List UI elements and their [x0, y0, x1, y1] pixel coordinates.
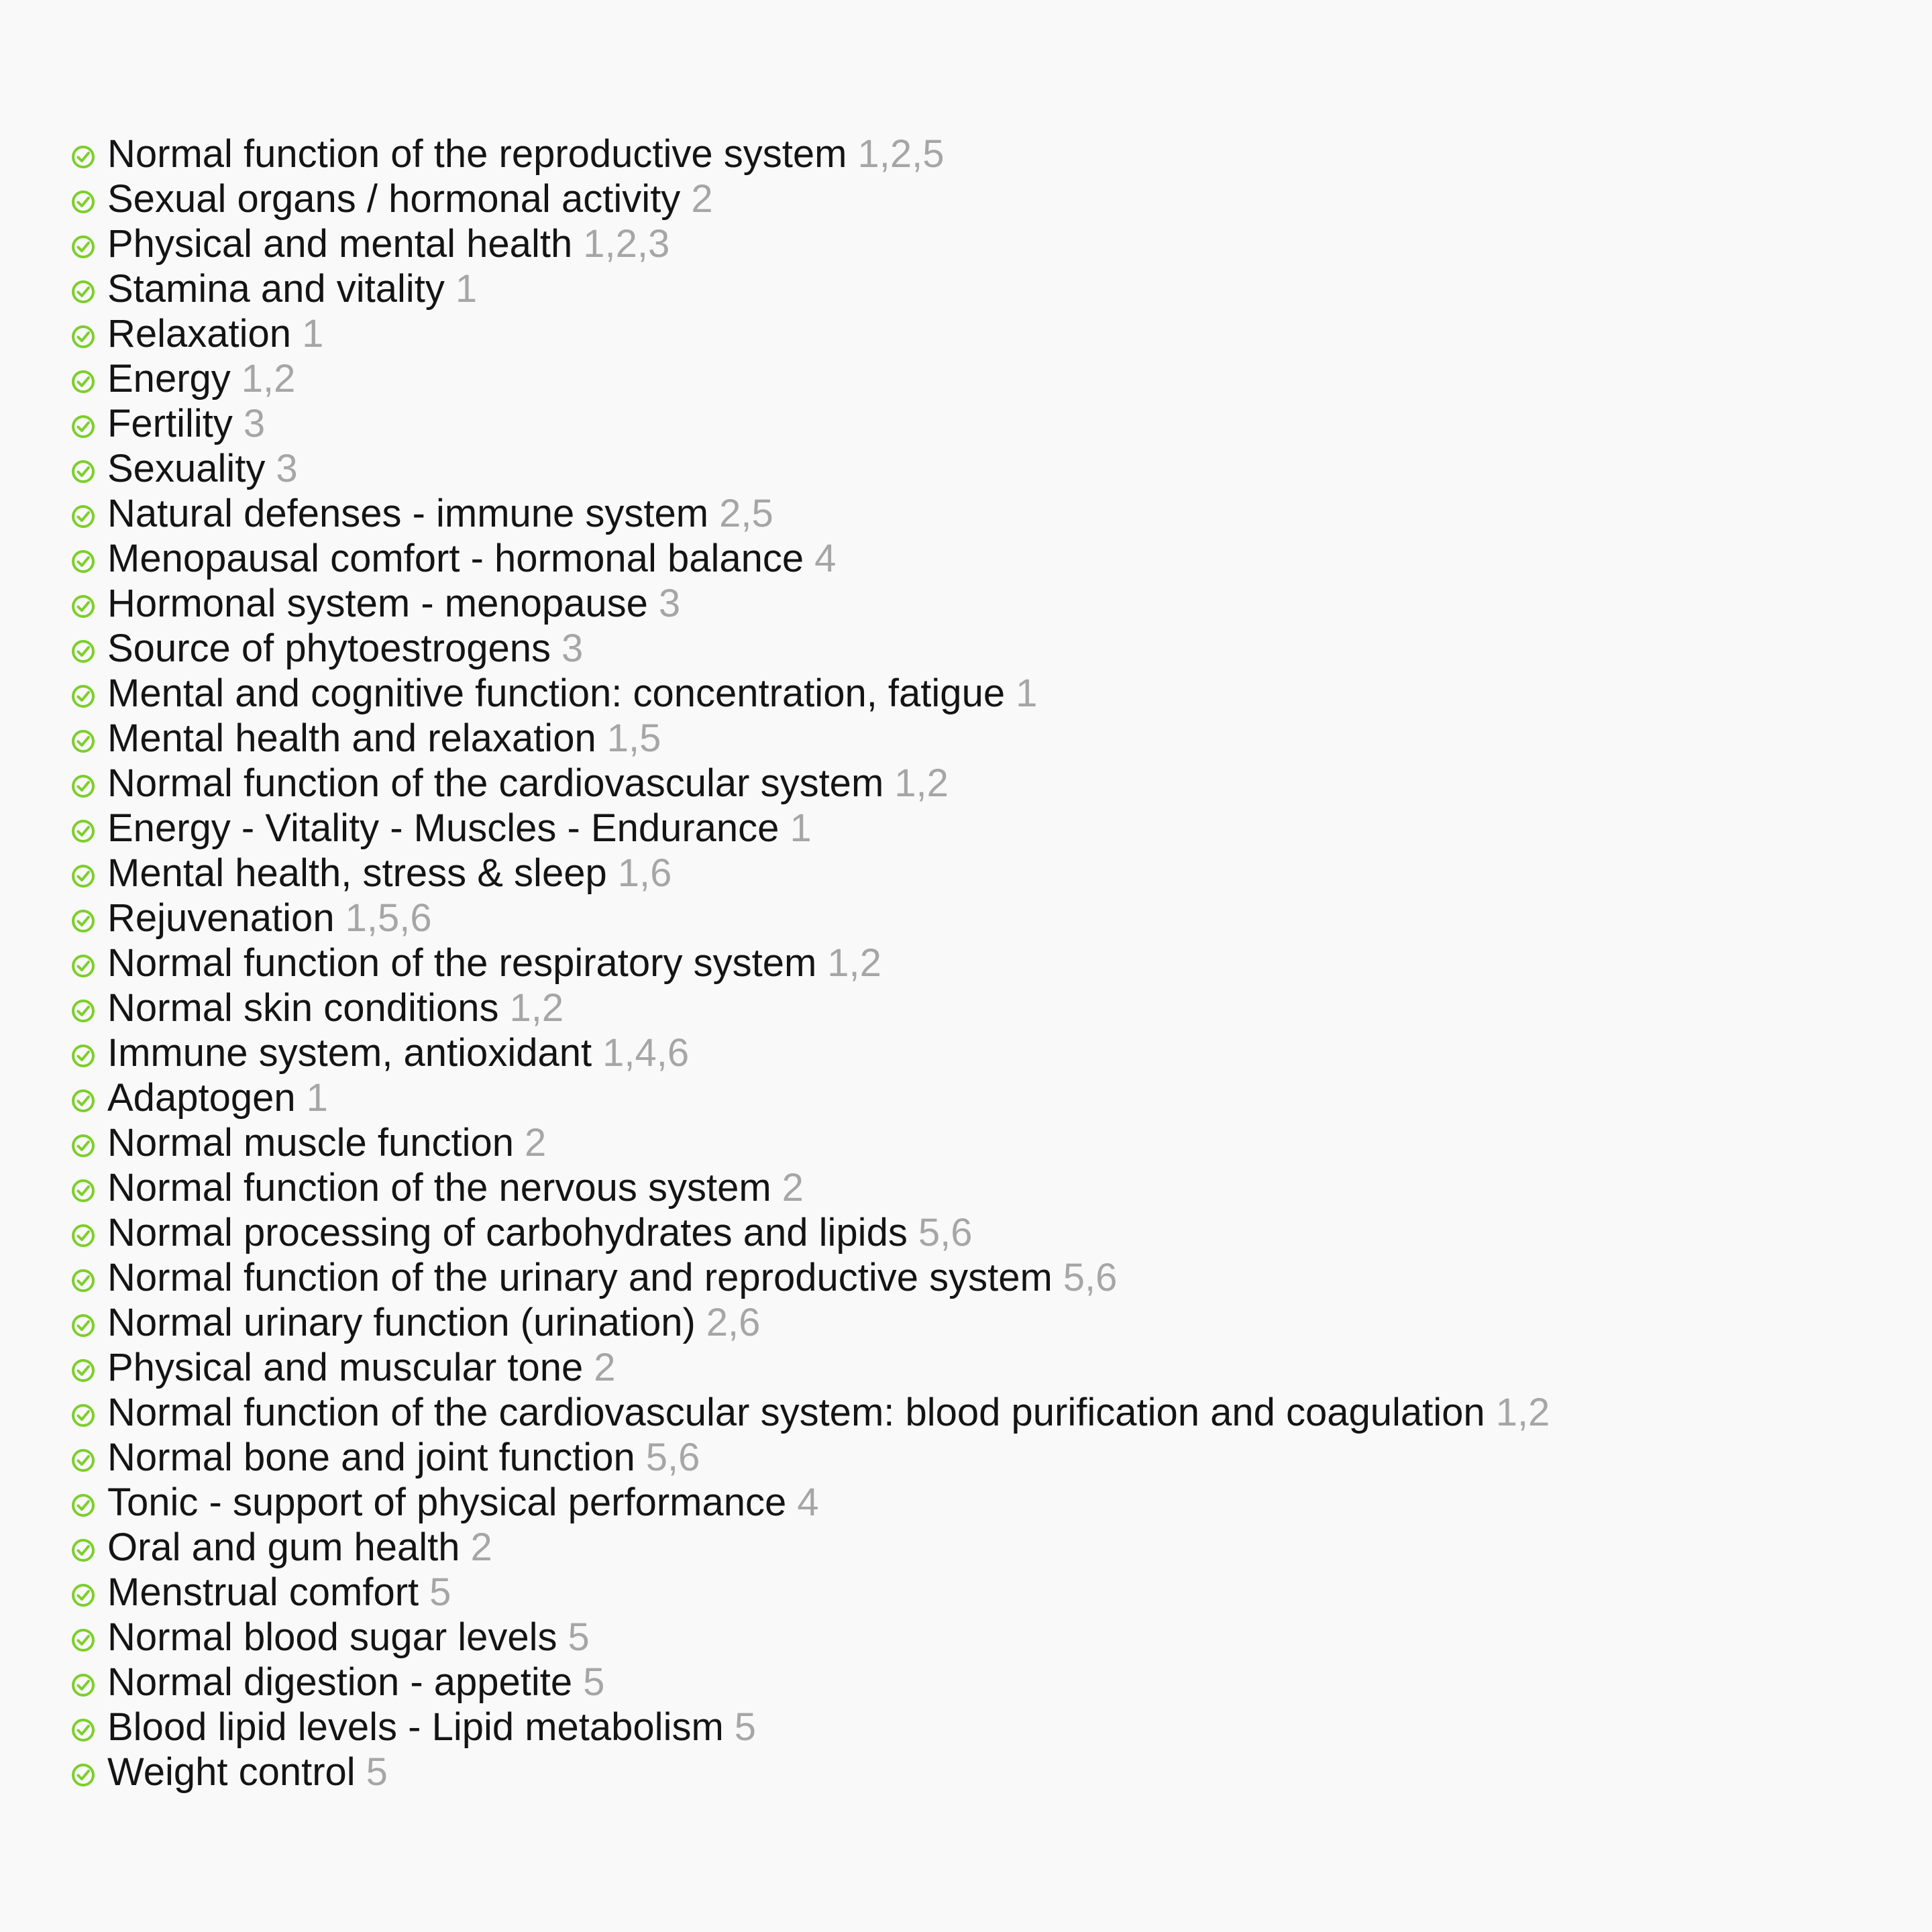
benefit-reference-numbers: 2,5 [719, 492, 773, 535]
list-item [70, 1120, 1550, 1165]
benefit-label: Physical and muscular tone [107, 1346, 584, 1389]
check-circle-icon [70, 638, 97, 665]
benefit-reference-numbers: 2 [470, 1525, 492, 1569]
benefit-reference-numbers: 5,6 [1063, 1256, 1118, 1299]
check-circle-icon [70, 998, 97, 1024]
benefit-reference-numbers: 5 [366, 1750, 388, 1794]
benefit-reference-numbers: 1 [790, 806, 812, 850]
benefit-label: Energy - Vitality - Muscles - Endurance [107, 806, 780, 850]
check-circle-icon [70, 278, 97, 305]
benefit-label: Normal blood sugar levels [107, 1615, 557, 1659]
check-circle-icon [70, 368, 97, 395]
benefit-reference-numbers: 1,2 [509, 986, 564, 1030]
list-item [70, 1165, 1550, 1210]
check-circle-icon [70, 728, 97, 755]
benefit-label: Adaptogen [107, 1076, 296, 1120]
benefit-label: Normal function of the cardiovascular system [107, 761, 884, 805]
benefit-reference-numbers: 1,2 [1495, 1391, 1550, 1434]
check-circle-icon [70, 773, 97, 800]
benefit-reference-numbers: 2 [594, 1346, 616, 1389]
benefit-label: Menstrual comfort [107, 1570, 419, 1614]
benefit-reference-numbers: 1,2,3 [583, 222, 670, 266]
benefit-list [70, 131, 1550, 1794]
benefit-label: Weight control [107, 1750, 356, 1794]
list-item [70, 671, 1550, 716]
benefit-label: Physical and mental health [107, 222, 573, 266]
benefit-reference-numbers: 3 [243, 402, 266, 445]
benefit-label: Normal function of the reproductive system [107, 132, 847, 176]
benefit-reference-numbers: 2,6 [706, 1301, 761, 1344]
list-item [70, 1030, 1550, 1075]
check-circle-icon [70, 189, 97, 215]
check-circle-icon [70, 503, 97, 530]
check-circle-icon [70, 1357, 97, 1384]
check-circle-icon [70, 1582, 97, 1609]
check-circle-icon [70, 1672, 97, 1699]
benefit-reference-numbers: 5 [429, 1570, 451, 1614]
list-item [70, 1210, 1550, 1255]
check-circle-icon [70, 953, 97, 979]
check-circle-icon [70, 548, 97, 575]
benefit-reference-numbers: 5,6 [918, 1211, 973, 1254]
benefit-label: Normal skin conditions [107, 986, 499, 1030]
check-circle-icon [70, 863, 97, 890]
benefit-reference-numbers: 1 [455, 267, 478, 311]
list-item [70, 1345, 1550, 1390]
list-item [70, 536, 1550, 581]
list-item [70, 1075, 1550, 1120]
benefit-label: Immune system, antioxidant [107, 1031, 592, 1075]
list-item [70, 1615, 1550, 1660]
benefit-reference-numbers: 3 [658, 582, 681, 625]
benefit-label: Blood lipid levels - Lipid metabolism [107, 1705, 724, 1749]
list-item [70, 985, 1550, 1030]
benefit-label: Sexual organs / hormonal activity [107, 177, 681, 221]
benefit-reference-numbers: 2 [691, 177, 713, 221]
benefit-reference-numbers: 3 [561, 627, 584, 670]
list-item [70, 1570, 1550, 1615]
list-item [70, 176, 1550, 221]
check-circle-icon [70, 458, 97, 485]
list-item [70, 311, 1550, 356]
benefit-reference-numbers: 1,2 [241, 357, 296, 400]
list-item [70, 1390, 1550, 1435]
check-circle-icon [70, 1087, 97, 1114]
check-circle-icon [70, 1717, 97, 1743]
benefit-reference-numbers: 1,5,6 [345, 896, 432, 940]
benefit-label: Mental health, stress & sleep [107, 851, 607, 895]
benefit-label: Normal function of the urinary and reproductive system [107, 1256, 1053, 1299]
list-item [70, 401, 1550, 446]
list-item [70, 716, 1550, 761]
check-circle-icon [70, 1627, 97, 1654]
list-item [70, 1525, 1550, 1570]
benefit-reference-numbers: 5 [734, 1705, 757, 1749]
list-item [70, 446, 1550, 491]
benefit-label: Stamina and vitality [107, 267, 445, 311]
benefit-reference-numbers: 5 [568, 1615, 590, 1659]
check-circle-icon [70, 1042, 97, 1069]
benefit-reference-numbers: 4 [814, 537, 837, 580]
check-circle-icon [70, 593, 97, 620]
check-circle-icon [70, 413, 97, 440]
list-item [70, 1255, 1550, 1300]
benefit-label: Normal digestion - appetite [107, 1660, 573, 1704]
benefit-label: Normal processing of carbohydrates and lipids [107, 1211, 908, 1254]
benefit-label: Oral and gum health [107, 1525, 460, 1569]
benefit-label: Normal muscle function [107, 1121, 514, 1165]
check-circle-icon [70, 683, 97, 710]
benefit-reference-numbers: 2 [782, 1166, 804, 1210]
benefit-label: Normal function of the cardiovascular system: blood purification and coagulation [107, 1391, 1485, 1434]
list-item [70, 1480, 1550, 1525]
list-item [70, 266, 1550, 311]
benefit-reference-numbers: 1,6 [617, 851, 672, 895]
benefit-label: Menopausal comfort - hormonal balance [107, 537, 804, 580]
list-item [70, 851, 1550, 896]
benefit-reference-numbers: 2 [525, 1121, 547, 1165]
benefit-label: Energy [107, 357, 231, 400]
benefit-reference-numbers: 3 [276, 447, 298, 490]
list-item [70, 806, 1550, 851]
benefit-label: Rejuvenation [107, 896, 335, 940]
check-circle-icon [70, 908, 97, 934]
check-circle-icon [70, 1537, 97, 1564]
benefit-label: Relaxation [107, 312, 292, 356]
list-item [70, 761, 1550, 806]
check-circle-icon [70, 1222, 97, 1249]
list-item [70, 1300, 1550, 1345]
benefit-label: Natural defenses - immune system [107, 492, 709, 535]
benefit-reference-numbers: 5,6 [645, 1436, 700, 1479]
list-item [70, 941, 1550, 985]
benefit-reference-numbers: 1,2 [894, 761, 949, 805]
benefit-label: Hormonal system - menopause [107, 582, 648, 625]
check-circle-icon [70, 1762, 97, 1788]
benefit-reference-numbers: 5 [583, 1660, 605, 1704]
check-circle-icon [70, 1492, 97, 1519]
check-circle-icon [70, 818, 97, 845]
list-item [70, 1750, 1550, 1794]
benefit-reference-numbers: 4 [797, 1481, 819, 1524]
benefit-reference-numbers: 1 [1016, 672, 1038, 715]
benefit-reference-numbers: 1,5 [606, 716, 661, 760]
benefit-reference-numbers: 1 [302, 312, 324, 356]
check-circle-icon [70, 1312, 97, 1339]
check-circle-icon [70, 323, 97, 350]
benefit-reference-numbers: 1,2,5 [857, 132, 945, 176]
check-circle-icon [70, 144, 97, 170]
check-circle-icon [70, 1267, 97, 1294]
list-item [70, 626, 1550, 671]
benefit-label: Normal function of the respiratory system [107, 941, 817, 985]
benefit-label: Normal function of the nervous system [107, 1166, 771, 1210]
benefit-label: Sexuality [107, 447, 266, 490]
list-item [70, 581, 1550, 626]
list-item [70, 491, 1550, 536]
check-circle-icon [70, 1447, 97, 1474]
check-circle-icon [70, 233, 97, 260]
list-item [70, 221, 1550, 266]
benefit-reference-numbers: 1 [306, 1076, 328, 1120]
check-circle-icon [70, 1402, 97, 1429]
benefit-label: Normal bone and joint function [107, 1436, 635, 1479]
benefit-label: Fertility [107, 402, 233, 445]
benefit-label: Source of phytoestrogens [107, 627, 551, 670]
list-item [70, 1705, 1550, 1750]
benefit-reference-numbers: 1,2 [827, 941, 881, 985]
list-item [70, 131, 1550, 176]
list-item [70, 1660, 1550, 1705]
list-item [70, 896, 1550, 941]
check-circle-icon [70, 1132, 97, 1159]
list-item [70, 356, 1550, 401]
benefit-label: Normal urinary function (urination) [107, 1301, 696, 1344]
benefit-label: Mental health and relaxation [107, 716, 596, 760]
benefit-label: Tonic - support of physical performance [107, 1481, 787, 1524]
benefit-label: Mental and cognitive function: concentration, fatigue [107, 672, 1006, 715]
benefit-reference-numbers: 1,4,6 [602, 1031, 690, 1075]
list-item [70, 1435, 1550, 1480]
check-circle-icon [70, 1177, 97, 1204]
